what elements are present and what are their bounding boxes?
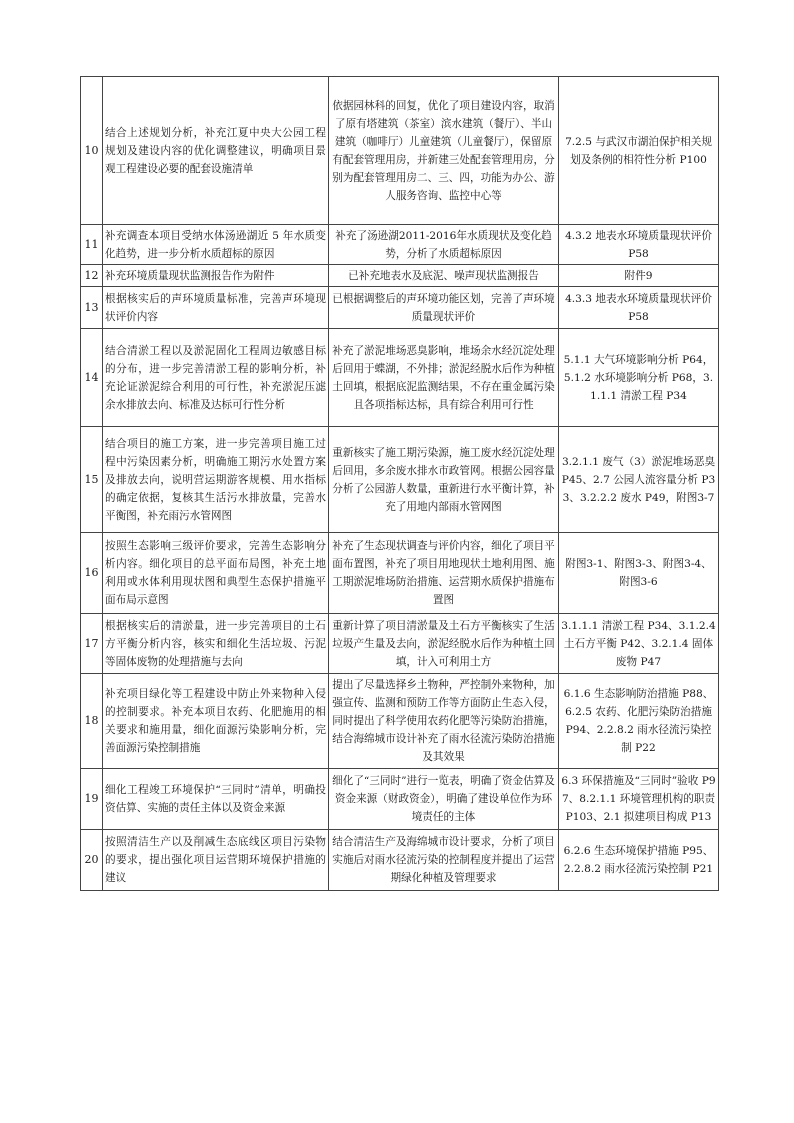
row-number: 16 xyxy=(81,533,103,614)
row-number: 13 xyxy=(81,287,103,329)
requirement-cell: 结合清淤工程以及淤泥固化工程周边敏感目标的分布，进一步完善清淤工程的影响分析，补充论证淤泥综合利用的可行性，补充淤泥压滤余水排放去向、标准及达标可行性分析 xyxy=(103,329,329,427)
table-row xyxy=(81,287,719,329)
table-row xyxy=(81,674,719,769)
location-cell: 附图3-1、附图3-3、附图3-4、附图3-6 xyxy=(559,533,719,614)
requirement-cell: 结合上述规划分析，补充江夏中央大公园工程规划及建设内容的优化调整建议，明确项目景观工程建设必要的配套设施清单 xyxy=(103,77,329,225)
modification-cell: 补充了生态现状调查与评价内容，细化了项目平面布置图，补充了项目用地现状土地利用图、施工期淤泥堆场防治措施、运营期水质保护措施布置图 xyxy=(329,533,559,614)
requirement-cell: 补充调查本项目受纳水体汤逊湖近 5 年水质变化趋势，进一步分析水质超标的原因 xyxy=(103,225,329,265)
requirement-cell: 补充环境质量现状监测报告作为附件 xyxy=(103,265,329,287)
table-row xyxy=(81,769,719,830)
modification-cell: 依据园林科的回复，优化了项目建设内容，取消了原有塔建筑（茶室）滨水建筑（餐厅）、半山建筑（咖啡厅）儿童建筑（儿童餐厅），保留原有配套管理用房，并新建三处配套管理用房，分别为配套管理用房二、三、四，功能为办公、游人服务咨询、监控中心等 xyxy=(329,77,559,225)
location-cell: 附件9 xyxy=(559,265,719,287)
table-row xyxy=(81,225,719,265)
row-number: 14 xyxy=(81,329,103,427)
requirement-cell: 根据核实后的清淤量，进一步完善项目的土石方平衡分析内容，核实和细化生活垃圾、污泥等固体废物的处理措施与去向 xyxy=(103,614,329,674)
row-number: 15 xyxy=(81,427,103,533)
row-number: 19 xyxy=(81,769,103,830)
table-row xyxy=(81,830,719,891)
location-cell: 7.2.5 与武汉市湖泊保护相关规划及条例的相符性分析 P100 xyxy=(559,77,719,225)
row-number: 17 xyxy=(81,614,103,674)
row-number: 10 xyxy=(81,77,103,225)
requirement-cell: 细化工程竣工环境保护“三同时”清单，明确投资估算、实施的责任主体以及资金来源 xyxy=(103,769,329,830)
requirement-cell: 根据核实后的声环境质量标准，完善声环境现状评价内容 xyxy=(103,287,329,329)
location-cell: 5.1.1 大气环境影响分析 P64，5.1.2 水环境影响分析 P68，3.1.1.1 清淤工程 P34 xyxy=(559,329,719,427)
row-number: 12 xyxy=(81,265,103,287)
modification-cell: 重新核实了施工期污染源，施工废水经沉淀处理后回用，多余废水排水市政管网。根据公园容量分析了公园游人数量，重新进行水平衡计算，补充了用地内部雨水管网图 xyxy=(329,427,559,533)
location-cell: 3.1.1.1 清淤工程 P34、3.1.2.4 土石方平衡 P42、3.2.1.4 固体废物 P47 xyxy=(559,614,719,674)
requirement-cell: 补充项目绿化等工程建设中防止外来物种入侵的控制要求。补充本项目农药、化肥施用的相关要求和施用量，细化面源污染影响分析，完善面源污染控制措施 xyxy=(103,674,329,769)
modification-cell: 细化了“三同时”进行一览表，明确了资金估算及资金来源（财政资金），明确了建设单位作为环境责任的主体 xyxy=(329,769,559,830)
location-cell: 6.2.6 生态环境保护措施 P95、2.2.8.2 雨水径流污染控制 P21 xyxy=(559,830,719,891)
row-number: 18 xyxy=(81,674,103,769)
table-row xyxy=(81,265,719,287)
location-cell: 6.3 环保措施及“三同时”验收 P97、8.2.1.1 环境管理机构的职责 P103、2.1 拟建项目构成 P13 xyxy=(559,769,719,830)
table-row xyxy=(81,77,719,225)
modification-cell: 已补充地表水及底泥、噪声现状监测报告 xyxy=(329,265,559,287)
requirement-cell: 结合项目的施工方案，进一步完善项目施工过程中污染因素分析，明确施工期污水处置方案及排放去向，说明营运期游客规模、用水指标的确定依据，复核其生活污水排放量，完善水平衡图，补充雨污水管网图 xyxy=(103,427,329,533)
table-row xyxy=(81,329,719,427)
location-cell: 3.2.1.1 废气（3）淤泥堆场恶臭 P45、2.7 公园人流容量分析 P33、3.2.2.2 废水 P49，附图3-7 xyxy=(559,427,719,533)
table-row xyxy=(81,614,719,674)
table-body xyxy=(81,77,719,891)
modification-cell: 已根据调整后的声环境功能区划，完善了声环境质量现状评价 xyxy=(329,287,559,329)
row-number: 20 xyxy=(81,830,103,891)
table-row xyxy=(81,427,719,533)
modification-cell: 补充了淤泥堆场恶臭影响，堆场余水经沉淀处理后回用于蝶湖，不外排；淤泥经脱水后作为种植土回填，根据底泥监测结果，不存在重金属污染且各项指标达标，具有综合利用可行性 xyxy=(329,329,559,427)
location-cell: 6.1.6 生态影响防治措施 P88、6.2.5 农药、化肥污染防治措施 P94、2.2.8.2 雨水径流污染控制 P22 xyxy=(559,674,719,769)
table-row xyxy=(81,533,719,614)
location-cell: 4.3.3 地表水环境质量现状评价 P58 xyxy=(559,287,719,329)
modification-cell: 提出了尽量选择乡土物种，严控制外来物种，加强宣传、监测和预防工作等方面防止生态入侵，同时提出了科学使用农药化肥等污染防治措施，结合海绵城市设计补充了雨水径流污染防治措施及其效果 xyxy=(329,674,559,769)
modification-cell: 重新计算了项目清淤量及土石方平衡核实了生活垃圾产生量及去向，淤泥经脱水后作为种植土回填，计入可利用土方 xyxy=(329,614,559,674)
row-number: 11 xyxy=(81,225,103,265)
requirement-cell: 按照生态影响三级评价要求，完善生态影响分析内容。细化项目的总平面布局图，补充土地利用或水体利用现状图和典型生态保护措施平面布局示意图 xyxy=(103,533,329,614)
modification-cell: 补充了汤逊湖2011-2016年水质现状及变化趋势，分析了水质超标原因 xyxy=(329,225,559,265)
review-response-table xyxy=(80,76,719,891)
location-cell: 4.3.2 地表水环境质量现状评价 P58 xyxy=(559,225,719,265)
modification-cell: 结合清洁生产及海绵城市设计要求，分析了项目实施后对雨水径流污染的控制程度并提出了运营期绿化种植及管理要求 xyxy=(329,830,559,891)
requirement-cell: 按照清洁生产以及削减生态底线区项目污染物的要求，提出强化项目运营期环境保护措施的建议 xyxy=(103,830,329,891)
